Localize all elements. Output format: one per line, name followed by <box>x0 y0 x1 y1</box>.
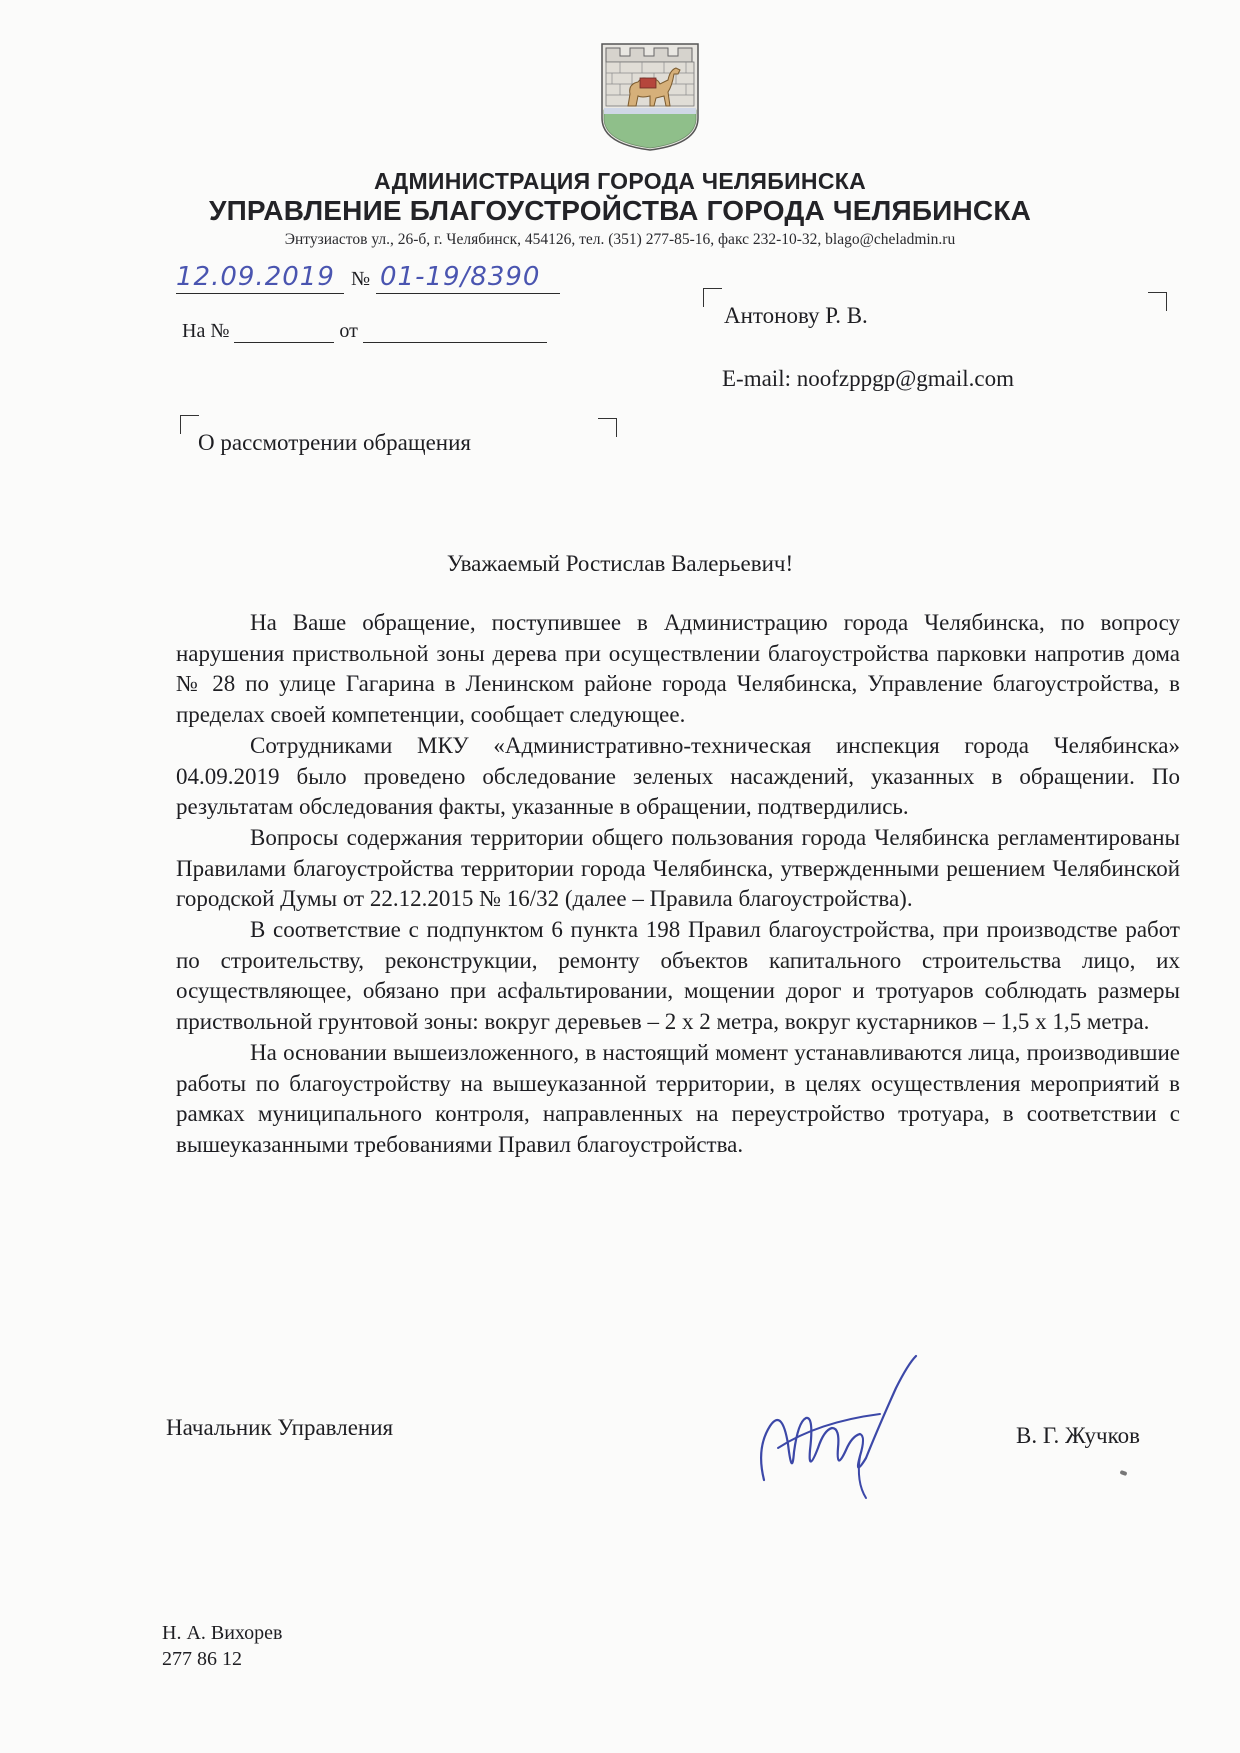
paragraph: На Ваше обращение, поступившее в Администрацию города Челябинска, по вопросу нарушения приствольной зоны дерева при осуществлении благоустройства парковки напротив дома № 28 по улице Гагарина в Ленинском районе города Челябинска, Управление благоустройства, в пределах своей компетенции, сообщает следующее. <box>176 610 1180 728</box>
addressee-email: E-mail: noofzppgp@gmail.com <box>722 366 1015 391</box>
letter-body <box>176 608 1180 1161</box>
addressee-name: Антонову Р. В. <box>724 303 868 328</box>
subject-bracket-left <box>180 415 199 434</box>
registration-number: 01-19/8390 <box>380 262 541 292</box>
reference-line <box>182 320 547 343</box>
reference-from: от <box>339 320 358 342</box>
number-sign: № <box>351 268 371 290</box>
addressee-bracket-left <box>703 288 722 307</box>
administration-title: АДМИНИСТРАЦИЯ ГОРОДА ЧЕЛЯБИНСКА <box>374 168 866 194</box>
greeting: Уважаемый Ростислав Валерьевич! <box>446 551 794 576</box>
department-address: Энтузиастов ул., 26-б, г. Челябинск, 454126, тел. (351) 277-85-16, факс 232-10-32, blago@cheladmin.ru <box>284 231 956 248</box>
paragraph: Сотрудниками МКУ «Административно-техническая инспекция города Челябинска» 04.09.2019 было проведено обследование зеленых насаждений, указанных в обращении. По результатам обследования факты, указанные в обращении, подтвердились. <box>176 732 1180 820</box>
paragraph: В соответствие с подпунктом 6 пункта 198 Правил благоустройства, при производстве работ по строительству, реконструкции, ремонту объектов капитального строительства лицо, их осуществляющее, обязано при асфальтировании, мощении дорог и тротуаров соблюдать размеры приствольной грунтовой зоны: вокруг деревьев – 2 x 2 метра, вокруг кустарников – 1,5 x 1,5 метра. <box>176 917 1180 1035</box>
signatory-position: Начальник Управления <box>166 1415 394 1440</box>
signatory-name: В. Г. Жучков <box>1016 1423 1140 1448</box>
reference-number-blank <box>234 324 334 343</box>
chelyabinsk-coat-of-arms-icon <box>598 40 702 152</box>
scan-speck <box>1120 1470 1128 1476</box>
reference-prefix: На № <box>182 320 230 342</box>
letter-subject: О рассмотрении обращения <box>198 430 471 455</box>
number-underline <box>376 293 560 294</box>
registration-line <box>176 262 560 298</box>
executor-phone: 277 86 12 <box>162 1648 242 1670</box>
paragraph: На основании вышеизложенного, в настоящий момент устанавливаются лица, производившие работы по благоустройству на вышеуказанной территории, в целях осуществления мероприятий в рамках муниципального контроля, направленных на переустройство тротуара, в соответствии с вышеуказанными требованиями Правил благоустройства. <box>176 1039 1180 1157</box>
paragraph: Вопросы содержания территории общего пользования города Челябинска регламентированы Правилами благоустройства территории города Челябинска, утвержденными решением Челябинской городской Думы от 22.12.2015 № 16/32 (далее – Правила благоустройства). <box>176 824 1180 912</box>
subject-bracket-right <box>598 418 617 437</box>
date-underline <box>176 293 344 294</box>
addressee-bracket-right <box>1148 292 1167 311</box>
handwritten-signature <box>748 1348 928 1504</box>
department-title: УПРАВЛЕНИЕ БЛАГОУСТРОЙСТВА ГОРОДА ЧЕЛЯБИНСКА <box>208 195 1032 226</box>
executor-name: Н. А. Вихорев <box>162 1622 283 1644</box>
registration-date: 12.09.2019 <box>176 262 335 292</box>
reference-date-blank <box>363 324 547 343</box>
